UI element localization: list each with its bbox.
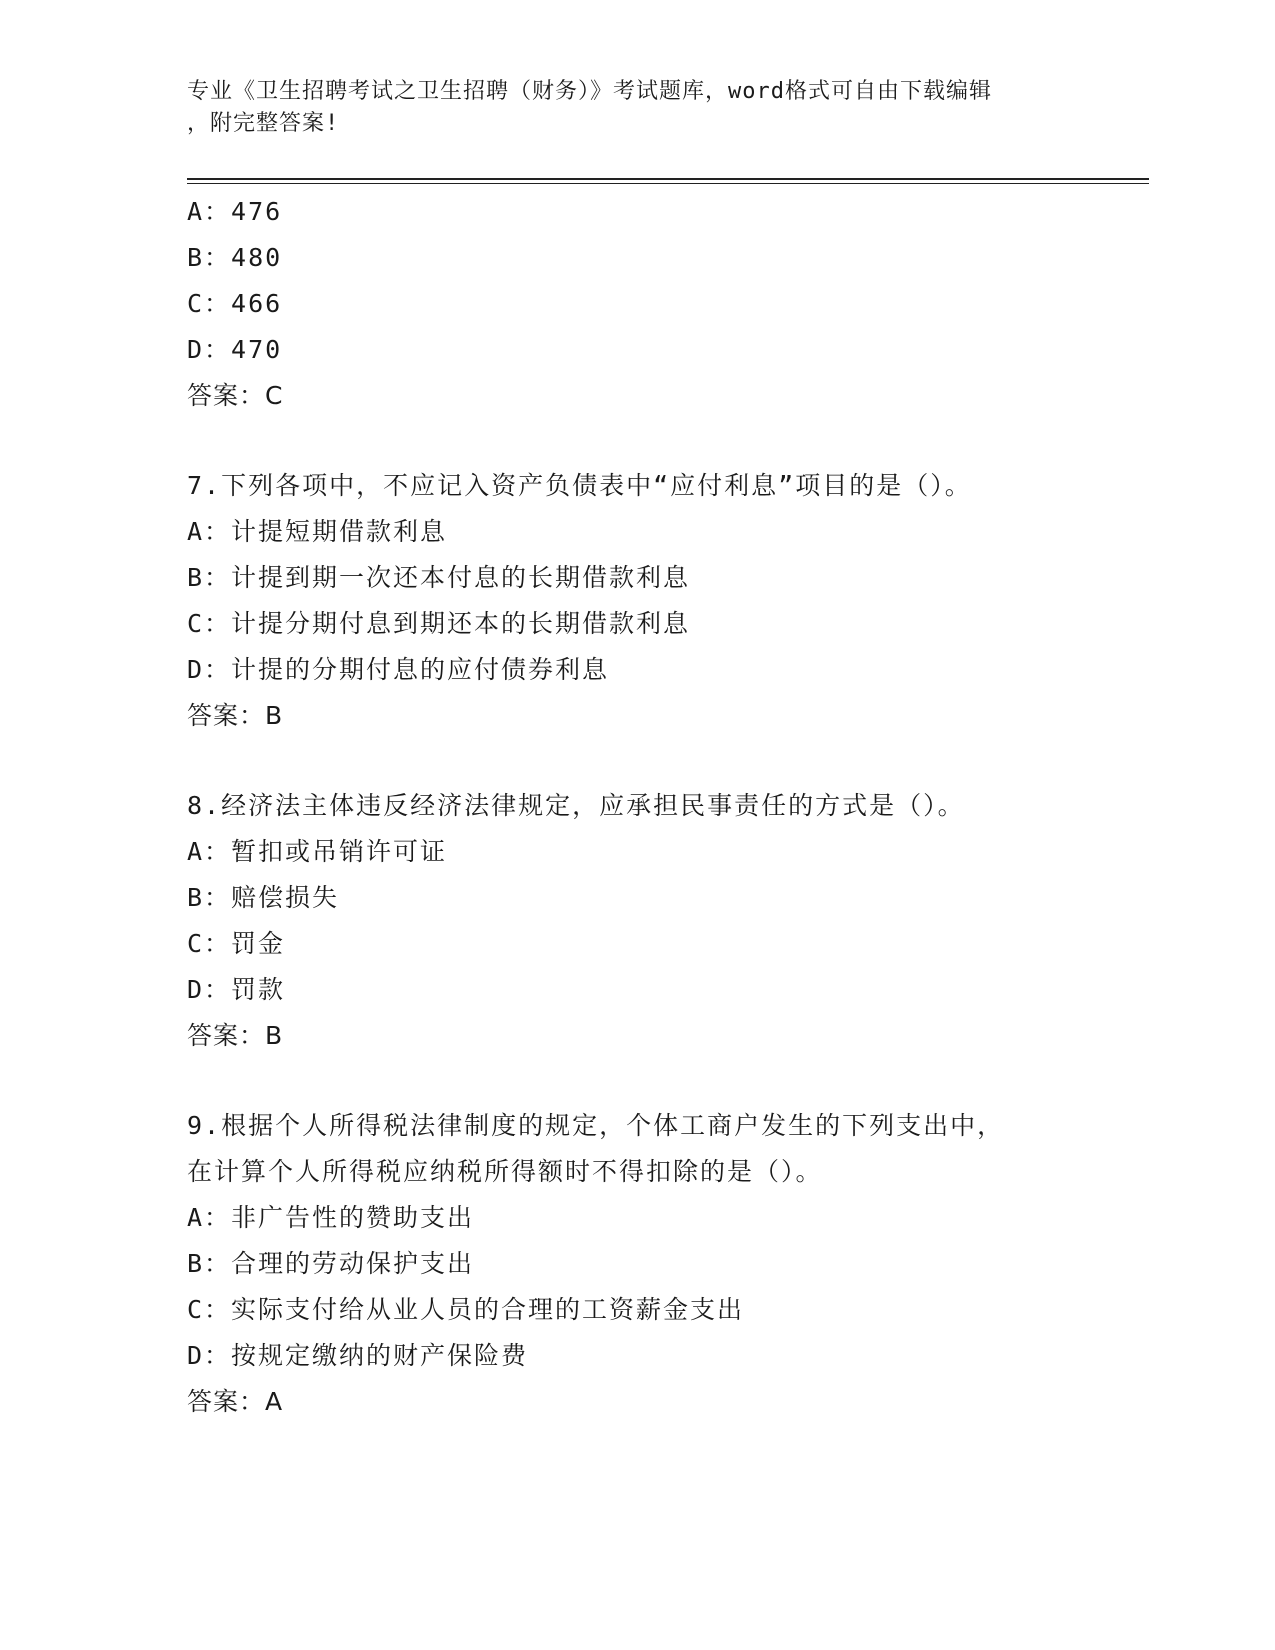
question-list (187, 189, 1147, 1425)
question-text: 8.经济法主体违反经济法律规定，应承担民事责任的方式是（）。 (187, 791, 965, 820)
option-c: C：罚金 (187, 929, 286, 958)
answer-line: 答案：C (187, 381, 284, 410)
option-b: B：计提到期一次还本付息的长期借款利息 (187, 563, 691, 592)
option-b: B：480 (187, 243, 283, 272)
question-block-9 (187, 1103, 1147, 1425)
header-line-2: ，附完整答案! (187, 111, 340, 136)
spacer (187, 419, 1147, 463)
question-text: 9.根据个人所得税法律制度的规定，个体工商户发生的下列支出中， (187, 1111, 1005, 1140)
question-block-7 (187, 463, 1147, 739)
header-divider-thin (187, 183, 1149, 184)
document-header (187, 76, 1087, 140)
question-text: 7.下列各项中，不应记入资产负债表中“应付利息”项目的是（）。 (187, 471, 972, 500)
option-c: C：466 (187, 289, 283, 318)
option-a: A：暂扣或吊销许可证 (187, 837, 448, 866)
option-b: B：赔偿损失 (187, 883, 340, 912)
answer-line: 答案：B (187, 1021, 284, 1050)
option-d: D：470 (187, 335, 283, 364)
answer-line: 答案：B (187, 701, 284, 730)
option-b: B：合理的劳动保护支出 (187, 1249, 475, 1278)
option-d: D：按规定缴纳的财产保险费 (187, 1341, 529, 1370)
question-text-continued: 在计算个人所得税应纳税所得额时不得扣除的是（）。 (187, 1157, 823, 1186)
spacer (187, 1059, 1147, 1103)
option-c: C：计提分期付息到期还本的长期借款利息 (187, 609, 691, 638)
answer-line: 答案：A (187, 1387, 284, 1416)
option-a: A：计提短期借款利息 (187, 517, 448, 546)
option-d: D：计提的分期付息的应付债券利息 (187, 655, 610, 684)
header-line-1: 专业《卫生招聘考试之卫生招聘（财务）》考试题库，word格式可自由下载编辑 (187, 79, 992, 104)
question-block-6 (187, 189, 1147, 419)
spacer (187, 739, 1147, 783)
question-block-8 (187, 783, 1147, 1059)
option-a: A：非广告性的赞助支出 (187, 1203, 475, 1232)
option-c: C：实际支付给从业人员的合理的工资薪金支出 (187, 1295, 745, 1324)
option-a: A：476 (187, 197, 283, 226)
header-divider-thick (187, 178, 1149, 180)
option-d: D：罚款 (187, 975, 286, 1004)
